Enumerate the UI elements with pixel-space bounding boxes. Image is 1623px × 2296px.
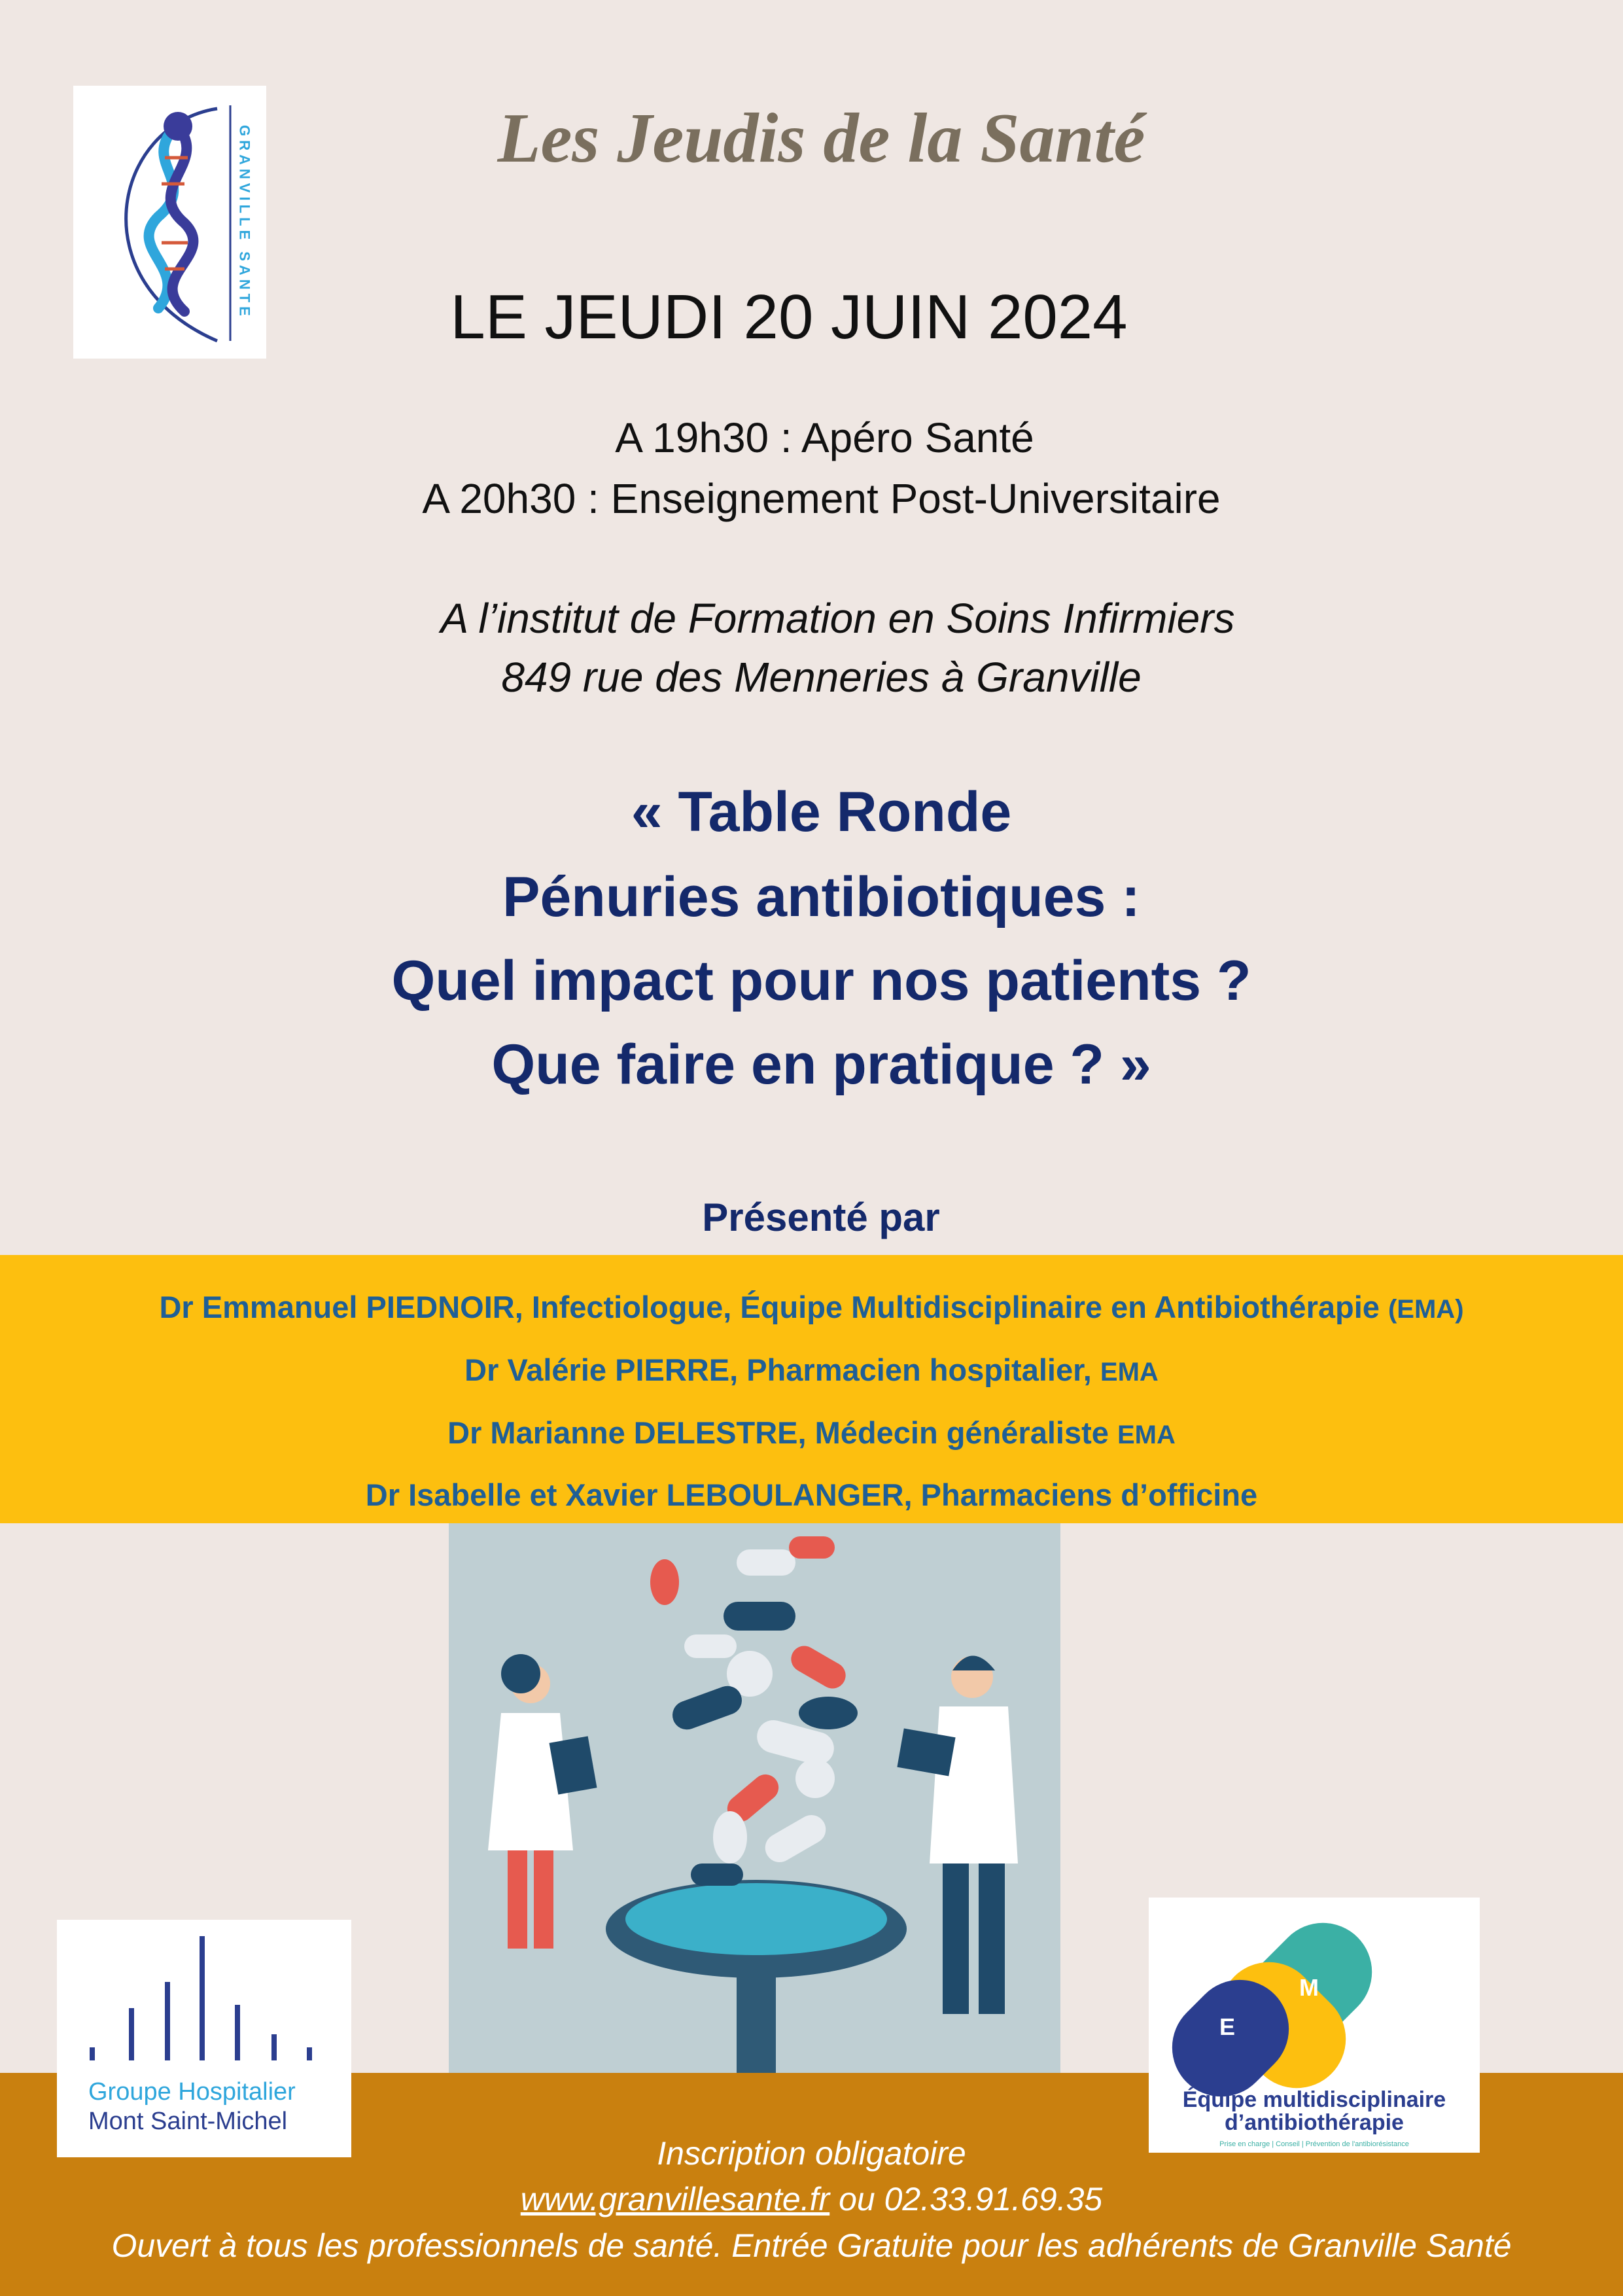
bars-logo-icon — [57, 1920, 351, 2157]
registration-notice: Inscription obligatoire — [657, 2135, 966, 2172]
footer-note: Ouvert à tous les professionnels de santé. Entrée Gratuite pour les adhérents de Granville Santé — [111, 2227, 1512, 2264]
series-title: Les Jeudis de la Santé — [497, 99, 1145, 177]
ghmsm-logo — [57, 1920, 351, 2157]
ema-capsules-icon — [1149, 1898, 1480, 2153]
contact-line: www.granvillesante.fr ou 02.33.91.69.35 — [520, 2181, 1103, 2217]
schedule-epu: A 20h30 : Enseignement Post-Universitaire — [422, 475, 1221, 522]
title-line-1: « Table Ronde — [631, 781, 1012, 843]
venue-name: A l’institut de Formation en Soins Infirmiers — [440, 595, 1235, 642]
venue-address: 849 rue des Menneries à Granville — [501, 654, 1142, 701]
pills-illustration-icon — [449, 1523, 1060, 2073]
presented-by: Présenté par — [702, 1195, 940, 1239]
svg-text:Mont Saint-Michel: Mont Saint-Michel — [88, 2108, 288, 2135]
svg-text:M: M — [1299, 1974, 1319, 2001]
svg-text:Groupe Hospitalier: Groupe Hospitalier — [88, 2078, 296, 2106]
svg-text:Équipe multidisciplinaire: Équipe multidisciplinaire — [1182, 2087, 1446, 2112]
schedule-apero: A 19h30 : Apéro Santé — [615, 414, 1034, 461]
title-line-2: Pénuries antibiotiques : — [502, 866, 1140, 928]
speaker-pierre: Dr Valérie PIERRE, Pharmacien hospitalier, EMA — [464, 1352, 1159, 1387]
speaker-delestre: Dr Marianne DELESTRE, Médecin généraliste EMA — [447, 1415, 1176, 1450]
ema-logo — [1149, 1898, 1480, 2153]
svg-text:Prise en charge | Conseil | Pr: Prise en charge | Conseil | Prévention de l'antibiorésistance — [1219, 2140, 1409, 2148]
svg-text:A: A — [1404, 1948, 1421, 1975]
title-line-3: Quel impact pour nos patients ? — [391, 949, 1251, 1012]
svg-text:d’antibiothérapie: d’antibiothérapie — [1225, 2110, 1404, 2135]
speaker-piednoir: Dr Emmanuel PIEDNOIR, Infectiologue, Équipe Multidisciplinaire en Antibiothérapie (EMA) — [159, 1290, 1464, 1324]
title-line-4: Que faire en pratique ? » — [491, 1033, 1151, 1096]
website-link[interactable]: www.granvillesante.fr — [520, 2181, 830, 2217]
illustration-pills-doctors — [449, 1523, 1060, 2073]
svg-text:GRANVILLE SANTE: GRANVILLE SANTE — [236, 125, 253, 320]
event-date: LE JEUDI 20 JUIN 2024 — [450, 282, 1128, 352]
speaker-leboulanger: Dr Isabelle et Xavier LEBOULANGER, Pharmaciens d’officine — [365, 1477, 1258, 1512]
svg-text:E: E — [1219, 2013, 1236, 2040]
